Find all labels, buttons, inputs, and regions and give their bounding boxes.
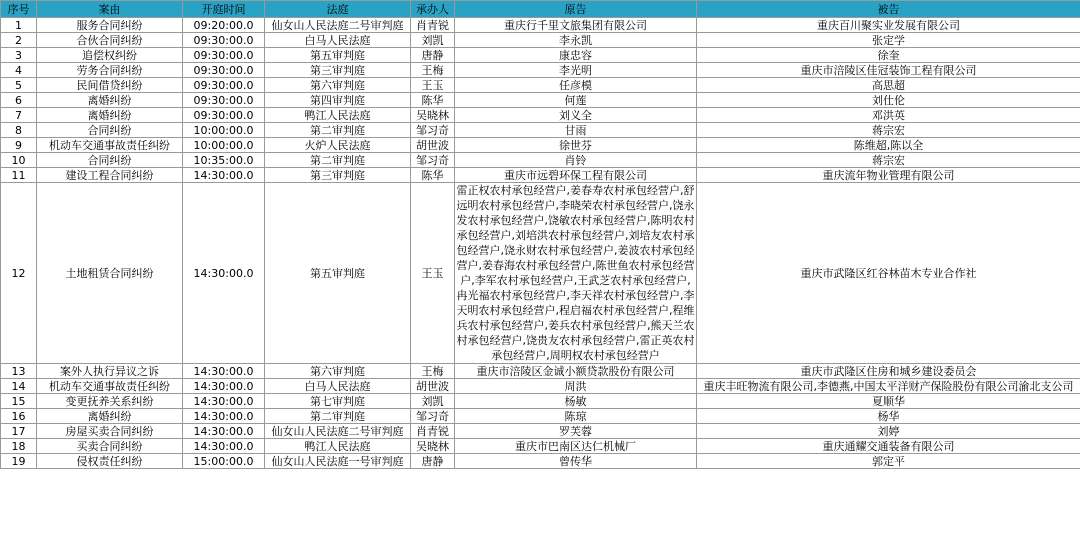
- presiding-judge-cell: 唐静: [411, 48, 455, 63]
- row-number-cell: 3: [1, 48, 37, 63]
- header-cell-time: 开庭时间: [183, 1, 265, 18]
- hearing-time-cell: 10:35:00.0: [183, 153, 265, 168]
- row-number-cell: 4: [1, 63, 37, 78]
- row-number-cell: 19: [1, 454, 37, 469]
- table-row: [1, 78, 1080, 93]
- presiding-judge-cell: 邹习奇: [411, 409, 455, 424]
- presiding-judge-cell: 陈华: [411, 93, 455, 108]
- plaintiff-cell: 李光明: [455, 63, 697, 78]
- plaintiff-cell: 康忠容: [455, 48, 697, 63]
- case-cause-cell: 合同纠纷: [37, 153, 183, 168]
- defendant-cell: 杨华: [697, 409, 1080, 424]
- defendant-cell: 重庆丰旺物流有限公司,李德燕,中国太平洋财产保险股份有限公司渝北支公司: [697, 379, 1080, 394]
- hearing-time-cell: 09:30:00.0: [183, 78, 265, 93]
- plaintiff-cell: 周洪: [455, 379, 697, 394]
- hearing-time-cell: 14:30:00.0: [183, 379, 265, 394]
- court-room-cell: 鸭江人民法庭: [265, 108, 411, 123]
- row-number-cell: 2: [1, 33, 37, 48]
- row-number-cell: 14: [1, 379, 37, 394]
- defendant-cell: 蒋宗宏: [697, 123, 1080, 138]
- court-room-cell: 第三审判庭: [265, 63, 411, 78]
- defendant-cell: 重庆流年物业管理有限公司: [697, 168, 1080, 183]
- row-number-cell: 6: [1, 93, 37, 108]
- plaintiff-cell: 何莲: [455, 93, 697, 108]
- hearing-time-cell: 14:30:00.0: [183, 409, 265, 424]
- case-cause-cell: 服务合同纠纷: [37, 18, 183, 33]
- court-room-cell: 第二审判庭: [265, 123, 411, 138]
- hearing-time-cell: 09:30:00.0: [183, 93, 265, 108]
- table-row: [1, 364, 1080, 379]
- court-room-cell: 仙女山人民法庭二号审判庭: [265, 18, 411, 33]
- row-number-cell: 15: [1, 394, 37, 409]
- court-room-cell: 火炉人民法庭: [265, 138, 411, 153]
- presiding-judge-cell: 胡世波: [411, 379, 455, 394]
- plaintiff-cell: 肖铃: [455, 153, 697, 168]
- presiding-judge-cell: 刘凯: [411, 394, 455, 409]
- presiding-judge-cell: 肖青锐: [411, 18, 455, 33]
- table-row: [1, 138, 1080, 153]
- table-header-row: [1, 1, 1080, 18]
- case-cause-cell: 房屋买卖合同纠纷: [37, 424, 183, 439]
- hearing-time-cell: 14:30:00.0: [183, 364, 265, 379]
- court-room-cell: 白马人民法庭: [265, 379, 411, 394]
- table-row: [1, 424, 1080, 439]
- plaintiff-cell: 雷正权农村承包经营户,姜春寿农村承包经营户,舒远明农村承包经营户,李晓荣农村承包经营户,饶永发农村承包经营户,饶敏农村承包经营户,陈明农村承包经营户,刘培洪农村承包经营户,刘培友农村承包经营户,饶永财农村承包经营户,姜波农村承包经营户,姜春海农村承包经营户,陈世鱼农村承包经营户,李军农村承包经营户,王武芝农村承包经营户,冉光福农村承包经营户,李天祥农村承包经营户,李天明农村承包经营户,程启福农村承包经营户,程维兵农村承包经营户,姜兵农村承包经营户,熊天兰农村承包经营户,饶贵友农村承包经营户,雷正英农村承包经营户,周明权农村承包经营户: [456, 184, 695, 362]
- row-number-cell: 16: [1, 409, 37, 424]
- hearing-time-cell: 09:30:00.0: [183, 33, 265, 48]
- plaintiff-cell: 重庆市涪陵区金诚小额贷款股份有限公司: [455, 364, 697, 379]
- defendant-cell: 徐奎: [697, 48, 1080, 63]
- court-room-cell: 鸭江人民法庭: [265, 439, 411, 454]
- court-room-cell: 第二审判庭: [265, 409, 411, 424]
- defendant-cell: 重庆百川聚实业发展有限公司: [697, 18, 1080, 33]
- case-cause-cell: 离婚纠纷: [37, 93, 183, 108]
- plaintiff-cell: 重庆市巴南区达仁机械厂: [455, 439, 697, 454]
- row-number-cell: 18: [1, 439, 37, 454]
- header-cell-defendant: 被告: [697, 1, 1080, 18]
- hearing-time-cell: 14:30:00.0: [183, 439, 265, 454]
- case-cause-cell: 机动车交通事故责任纠纷: [37, 379, 183, 394]
- hearing-time-cell: 14:30:00.0: [183, 394, 265, 409]
- hearing-time-cell: 14:30:00.0: [183, 424, 265, 439]
- hearing-time-cell: 10:00:00.0: [183, 123, 265, 138]
- case-cause-cell: 合伙合同纠纷: [37, 33, 183, 48]
- case-cause-cell: 机动车交通事故责任纠纷: [37, 138, 183, 153]
- row-number-cell: 11: [1, 168, 37, 183]
- hearing-time-cell: 09:30:00.0: [183, 63, 265, 78]
- defendant-cell: 刘仕伦: [697, 93, 1080, 108]
- defendant-cell: 重庆通耀交通装备有限公司: [697, 439, 1080, 454]
- table-row: [1, 409, 1080, 424]
- court-room-cell: 仙女山人民法庭一号审判庭: [265, 454, 411, 469]
- table-row: [1, 63, 1080, 78]
- row-number-cell: 8: [1, 123, 37, 138]
- court-room-cell: 第五审判庭: [265, 48, 411, 63]
- case-cause-cell: 变更抚养关系纠纷: [37, 394, 183, 409]
- case-cause-cell: 买卖合同纠纷: [37, 439, 183, 454]
- row-number-cell: 17: [1, 424, 37, 439]
- hearing-time-cell: 15:00:00.0: [183, 454, 265, 469]
- case-cause-cell: 离婚纠纷: [37, 409, 183, 424]
- header-cell-cause: 案由: [37, 1, 183, 18]
- court-room-cell: 白马人民法庭: [265, 33, 411, 48]
- case-cause-cell: 案外人执行异议之诉: [37, 364, 183, 379]
- presiding-judge-cell: 王玉: [411, 183, 455, 364]
- presiding-judge-cell: 胡世波: [411, 138, 455, 153]
- row-number-cell: 12: [1, 183, 37, 364]
- court-room-cell: 第五审判庭: [265, 183, 411, 364]
- table-body: [1, 18, 1080, 469]
- row-number-cell: 13: [1, 364, 37, 379]
- case-cause-cell: 侵权责任纠纷: [37, 454, 183, 469]
- defendant-cell: 陈维超,陈以全: [697, 138, 1080, 153]
- row-number-cell: 7: [1, 108, 37, 123]
- case-cause-cell: 民间借贷纠纷: [37, 78, 183, 93]
- plaintiff-cell: 陈琼: [455, 409, 697, 424]
- defendant-cell: 邓洪英: [697, 108, 1080, 123]
- plaintiff-cell: 重庆行千里文旅集团有限公司: [455, 18, 697, 33]
- presiding-judge-cell: 王玉: [411, 78, 455, 93]
- presiding-judge-cell: 邹习奇: [411, 153, 455, 168]
- plaintiff-cell: 甘雨: [455, 123, 697, 138]
- hearing-time-cell: 09:30:00.0: [183, 108, 265, 123]
- hearing-time-cell: 10:00:00.0: [183, 138, 265, 153]
- presiding-judge-cell: 王梅: [411, 364, 455, 379]
- table-row: [1, 379, 1080, 394]
- row-number-cell: 10: [1, 153, 37, 168]
- court-room-cell: 第六审判庭: [265, 364, 411, 379]
- defendant-cell: 夏顺华: [697, 394, 1080, 409]
- presiding-judge-cell: 吴晓林: [411, 108, 455, 123]
- presiding-judge-cell: 王梅: [411, 63, 455, 78]
- case-cause-cell: 土地租赁合同纠纷: [37, 183, 183, 364]
- table-row: [1, 168, 1080, 183]
- hearing-time-cell: 14:30:00.0: [183, 168, 265, 183]
- plaintiff-cell: 刘义全: [455, 108, 697, 123]
- plaintiff-cell: 徐世芬: [455, 138, 697, 153]
- court-room-cell: 第四审判庭: [265, 93, 411, 108]
- case-cause-cell: 建设工程合同纠纷: [37, 168, 183, 183]
- presiding-judge-cell: 唐静: [411, 454, 455, 469]
- table-row: [1, 183, 1080, 364]
- presiding-judge-cell: 肖青锐: [411, 424, 455, 439]
- header-cell-court: 法庭: [265, 1, 411, 18]
- plaintiff-cell: 李永凯: [455, 33, 697, 48]
- table-row: [1, 48, 1080, 63]
- case-cause-cell: 合同纠纷: [37, 123, 183, 138]
- defendant-cell: 蒋宗宏: [697, 153, 1080, 168]
- defendant-cell: 郭定平: [697, 454, 1080, 469]
- plaintiff-cell: 罗芙蓉: [455, 424, 697, 439]
- plaintiff-cell: 杨敏: [455, 394, 697, 409]
- presiding-judge-cell: 吴晓林: [411, 439, 455, 454]
- court-room-cell: 仙女山人民法庭二号审判庭: [265, 424, 411, 439]
- table-row: [1, 454, 1080, 469]
- table-row: [1, 439, 1080, 454]
- table-row: [1, 18, 1080, 33]
- presiding-judge-cell: 陈华: [411, 168, 455, 183]
- table-row: [1, 153, 1080, 168]
- plaintiff-cell: 任彦模: [455, 78, 697, 93]
- hearing-time-cell: 09:20:00.0: [183, 18, 265, 33]
- hearing-time-cell: 09:30:00.0: [183, 48, 265, 63]
- table-row: [1, 108, 1080, 123]
- hearing-time-cell: 14:30:00.0: [183, 183, 265, 364]
- defendant-cell: 重庆市武隆区红谷林苗木专业合作社: [697, 183, 1080, 364]
- defendant-cell: 张定学: [697, 33, 1080, 48]
- plaintiff-cell: 重庆市远碧环保工程有限公司: [455, 168, 697, 183]
- plaintiff-cell: 曾传华: [455, 454, 697, 469]
- court-room-cell: 第七审判庭: [265, 394, 411, 409]
- defendant-cell: 重庆市武隆区住房和城乡建设委员会: [697, 364, 1080, 379]
- case-cause-cell: 劳务合同纠纷: [37, 63, 183, 78]
- court-room-cell: 第六审判庭: [265, 78, 411, 93]
- table-row: [1, 93, 1080, 108]
- defendant-cell: 高思超: [697, 78, 1080, 93]
- defendant-cell: 重庆市涪陵区佳冠装饰工程有限公司: [697, 63, 1080, 78]
- case-cause-cell: 追偿权纠纷: [37, 48, 183, 63]
- case-cause-cell: 离婚纠纷: [37, 108, 183, 123]
- court-room-cell: 第二审判庭: [265, 153, 411, 168]
- table-row: [1, 123, 1080, 138]
- court-room-cell: 第三审判庭: [265, 168, 411, 183]
- row-number-cell: 5: [1, 78, 37, 93]
- header-cell-plaintiff: 原告: [455, 1, 697, 18]
- defendant-cell: 刘婷: [697, 424, 1080, 439]
- header-cell-judge: 承办人: [411, 1, 455, 18]
- header-cell-no: 序号: [1, 1, 37, 18]
- table-row: [1, 33, 1080, 48]
- presiding-judge-cell: 刘凯: [411, 33, 455, 48]
- table-row: [1, 394, 1080, 409]
- row-number-cell: 1: [1, 18, 37, 33]
- row-number-cell: 9: [1, 138, 37, 153]
- presiding-judge-cell: 邹习奇: [411, 123, 455, 138]
